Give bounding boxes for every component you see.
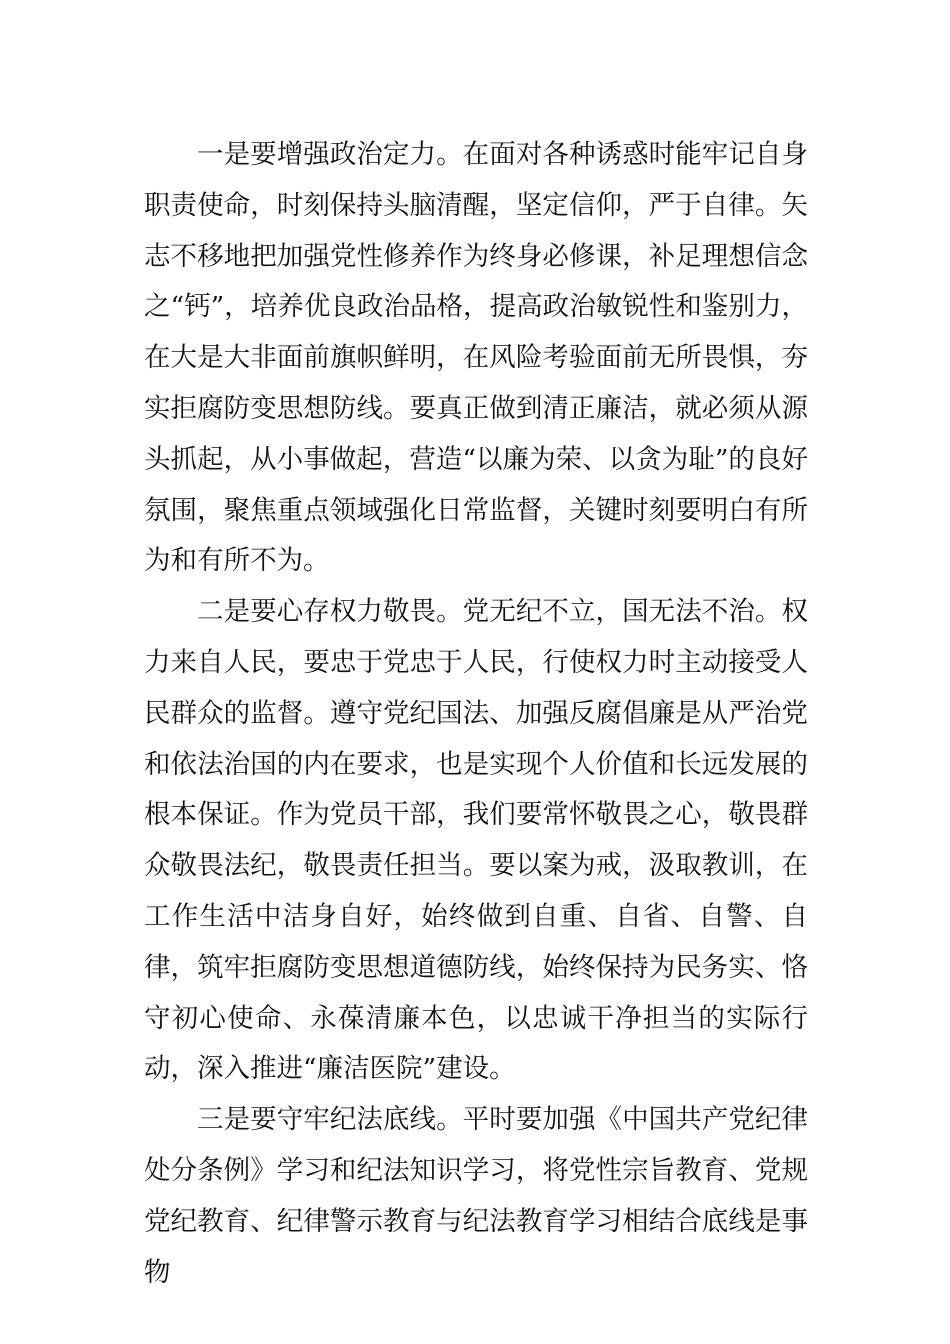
paragraph-political-stability: 一是要增强政治定力。在面对各种诱惑时能牢记自身职责使命，时刻保持头脑清醒，坚定信仰，严于自律。矢志不移地把加强党性修养作为终身必修课，补足理想信念之“钙”，培养优良政治品格，提高政治敏锐性和鉴别力，在大是大非面前旗帜鲜明，在风险考验面前无所畏惧，夯实拒腐防变思想防线。要真正做到清正廉洁，就必须从源头抓起，从小事做起，营造“以廉为荣、以贪为耻”的良好氛围，聚焦重点领域强化日常监督，关键时刻要明白有所为和有所不为。 [144,139,808,577]
document-body [144,130,808,1298]
paragraph-power-reverence: 二是要心存权力敬畏。党无纪不立，国无法不治。权力来自人民，要忠于党忠于人民，行使权力时主动接受人民群众的监督。遵守党纪国法、加强反腐倡廉是从严治党和依法治国的内在要求，也是实现个人价值和长远发展的根本保证。作为党员干部，我们要常怀敬畏之心，敬畏群众敬畏法纪，敬畏责任担当。要以案为戒，汲取教训，在工作生活中洁身自好，始终做到自重、自省、自警、自律，筑牢拒腐防变思想道德防线，始终保持为民务实、恪守初心使命、永葆清廉本色，以忠诚干净担当的实际行动，深入推进“廉洁医院”建设。 [144,596,808,1085]
paragraph-discipline-bottom-line: 三是要守牢纪法底线。平时要加强《中国共产党纪律处分条例》学习和纪法知识学习，将党性宗旨教育、党规党纪教育、纪律警示教育与纪法教育学习相结合底线是事物 [144,1104,808,1288]
